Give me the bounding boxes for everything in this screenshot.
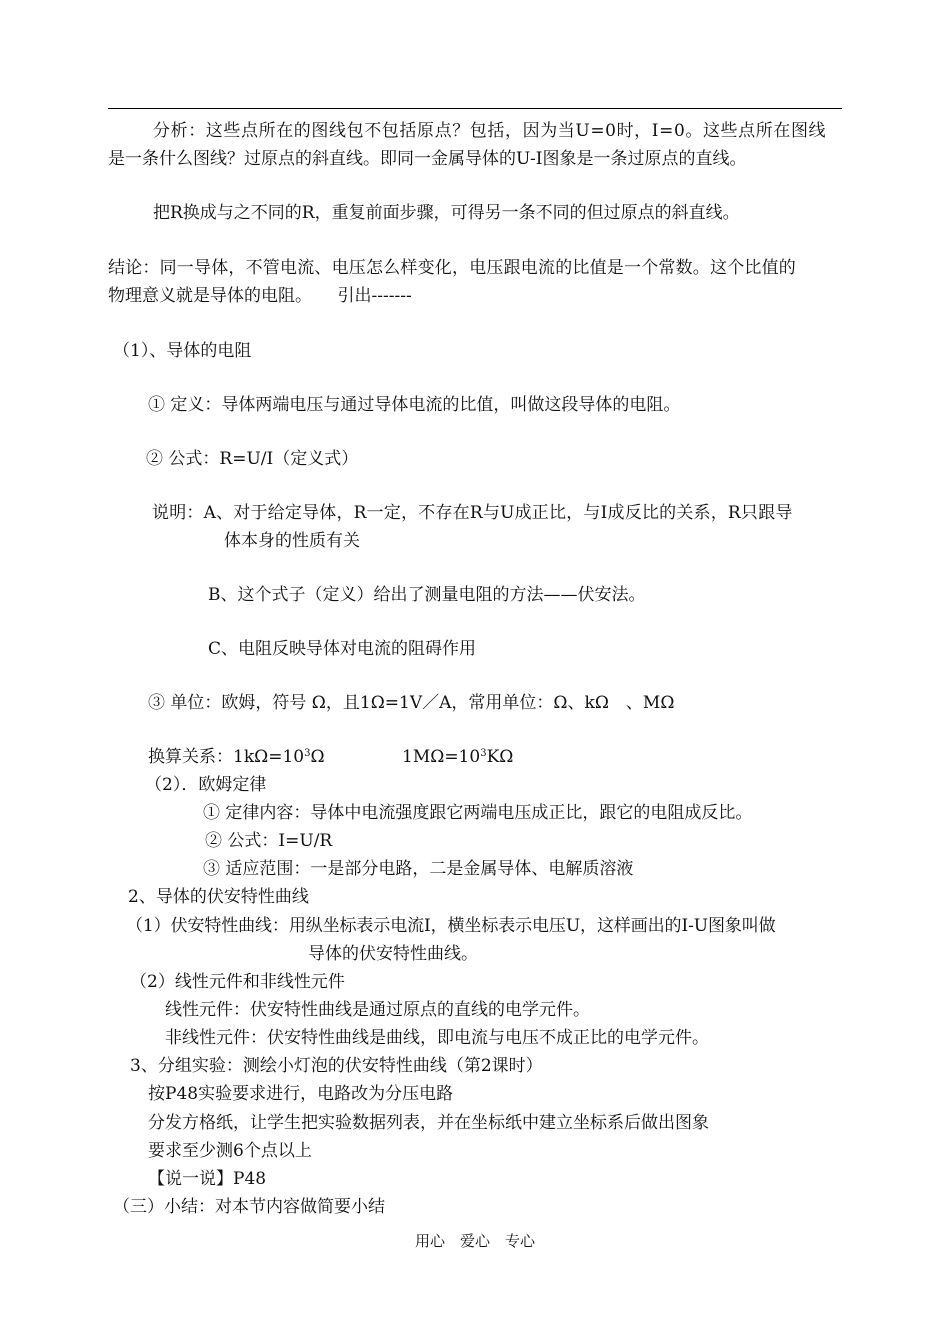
paragraph-line: 物理意义就是导体的电阻。 引出------- bbox=[108, 286, 412, 306]
page-footer: 用心 爱心 专心 bbox=[414, 1232, 535, 1250]
conversion-k-unit: Ω bbox=[310, 747, 325, 767]
paragraph-line: 非线性元件：伏安特性曲线是曲线，即电流与电压不成正比的电学元件。 bbox=[165, 1028, 709, 1048]
section-heading: （1）、导体的电阻 bbox=[113, 341, 252, 361]
paragraph-line: 要求至少测6个点以上 bbox=[148, 1141, 312, 1161]
note-line: C、电阻反映导体对电流的阻碍作用 bbox=[208, 639, 477, 659]
paragraph-line: 线性元件：伏安特性曲线是通过原点的直线的电学元件。 bbox=[165, 1000, 590, 1020]
section-heading: （2）线性元件和非线性元件 bbox=[130, 972, 345, 992]
paragraph-line: 【说一说】P48 bbox=[148, 1169, 267, 1189]
law-line: ③ 适应范围：一是部分电路，二是金属导体、电解质溶液 bbox=[203, 859, 634, 879]
law-line: ② 公式：I=U/R bbox=[205, 831, 333, 851]
paragraph-line: 按P48实验要求进行，电路改为分压电路 bbox=[148, 1084, 454, 1104]
note-line: B、这个式子（定义）给出了测量电阻的方法——伏安法。 bbox=[208, 585, 646, 605]
conversion-m-unit: KΩ bbox=[486, 747, 514, 767]
note-line: 体本身的性质有关 bbox=[224, 531, 360, 551]
paragraph-line: 分发方格纸，让学生把实验数据列表，并在坐标纸中建立坐标系后做出图象 bbox=[148, 1113, 709, 1133]
definition-line: ① 定义：导体两端电压与通过导体电流的比值，叫做这段导体的电阻。 bbox=[148, 395, 681, 415]
section-heading: （2）．欧姆定律 bbox=[145, 775, 267, 795]
paragraph-line: 是一条什么图线？过原点的斜直线。即同一金属导体的U-I图象是一条过原点的直线。 bbox=[108, 149, 747, 169]
conversion-m: 1MΩ=10 bbox=[402, 747, 481, 767]
paragraph-line: 把R换成与之不同的R，重复前面步骤，可得另一条不同的但过原点的斜直线。 bbox=[153, 203, 740, 223]
unit-line: ③ 单位：欧姆，符号 Ω，且1Ω=1V／A，常用单位：Ω、kΩ 、MΩ bbox=[148, 693, 675, 713]
note-line: 说明：A、对于给定导体，R一定，不存在R与U成正比，与I成反比的关系，R只跟导 bbox=[152, 503, 793, 523]
paragraph-line: 分析：这些点所在的图线包不包括原点？包括，因为当U=0时，I=0。这些点所在图线 bbox=[153, 121, 827, 141]
section-heading: 2、导体的伏安特性曲线 bbox=[128, 887, 309, 907]
conversion-label: 换算关系： bbox=[148, 747, 233, 767]
paragraph-line: 结论：同一导体，不管电流、电压怎么样变化，电压跟电流的比值是一个常数。这个比值的 bbox=[108, 258, 796, 278]
section-heading: （三）小结：对本节内容做简要小结 bbox=[113, 1197, 385, 1217]
conversion-k: 1kΩ=10 bbox=[233, 747, 305, 767]
conversion-m-exponent: 3 bbox=[480, 748, 487, 759]
law-line: ① 定律内容：导体中电流强度跟它两端电压成正比，跟它的电阻成反比。 bbox=[203, 803, 753, 823]
formula-line: ② 公式：R=U/I（定义式） bbox=[146, 449, 359, 469]
conversion-k-exponent: 3 bbox=[304, 748, 311, 759]
conversion-line-2 bbox=[402, 746, 513, 768]
paragraph-line: （1）伏安特性曲线：用纵坐标表示电流I，横坐标表示电压U，这样画出的I-U图象叫做 bbox=[126, 916, 776, 936]
conversion-line bbox=[148, 746, 325, 768]
paragraph-line: 导体的伏安特性曲线。 bbox=[308, 944, 478, 964]
header-rule bbox=[108, 108, 842, 109]
section-heading: 3、分组实验：测绘小灯泡的伏安特性曲线（第2课时） bbox=[130, 1056, 543, 1076]
